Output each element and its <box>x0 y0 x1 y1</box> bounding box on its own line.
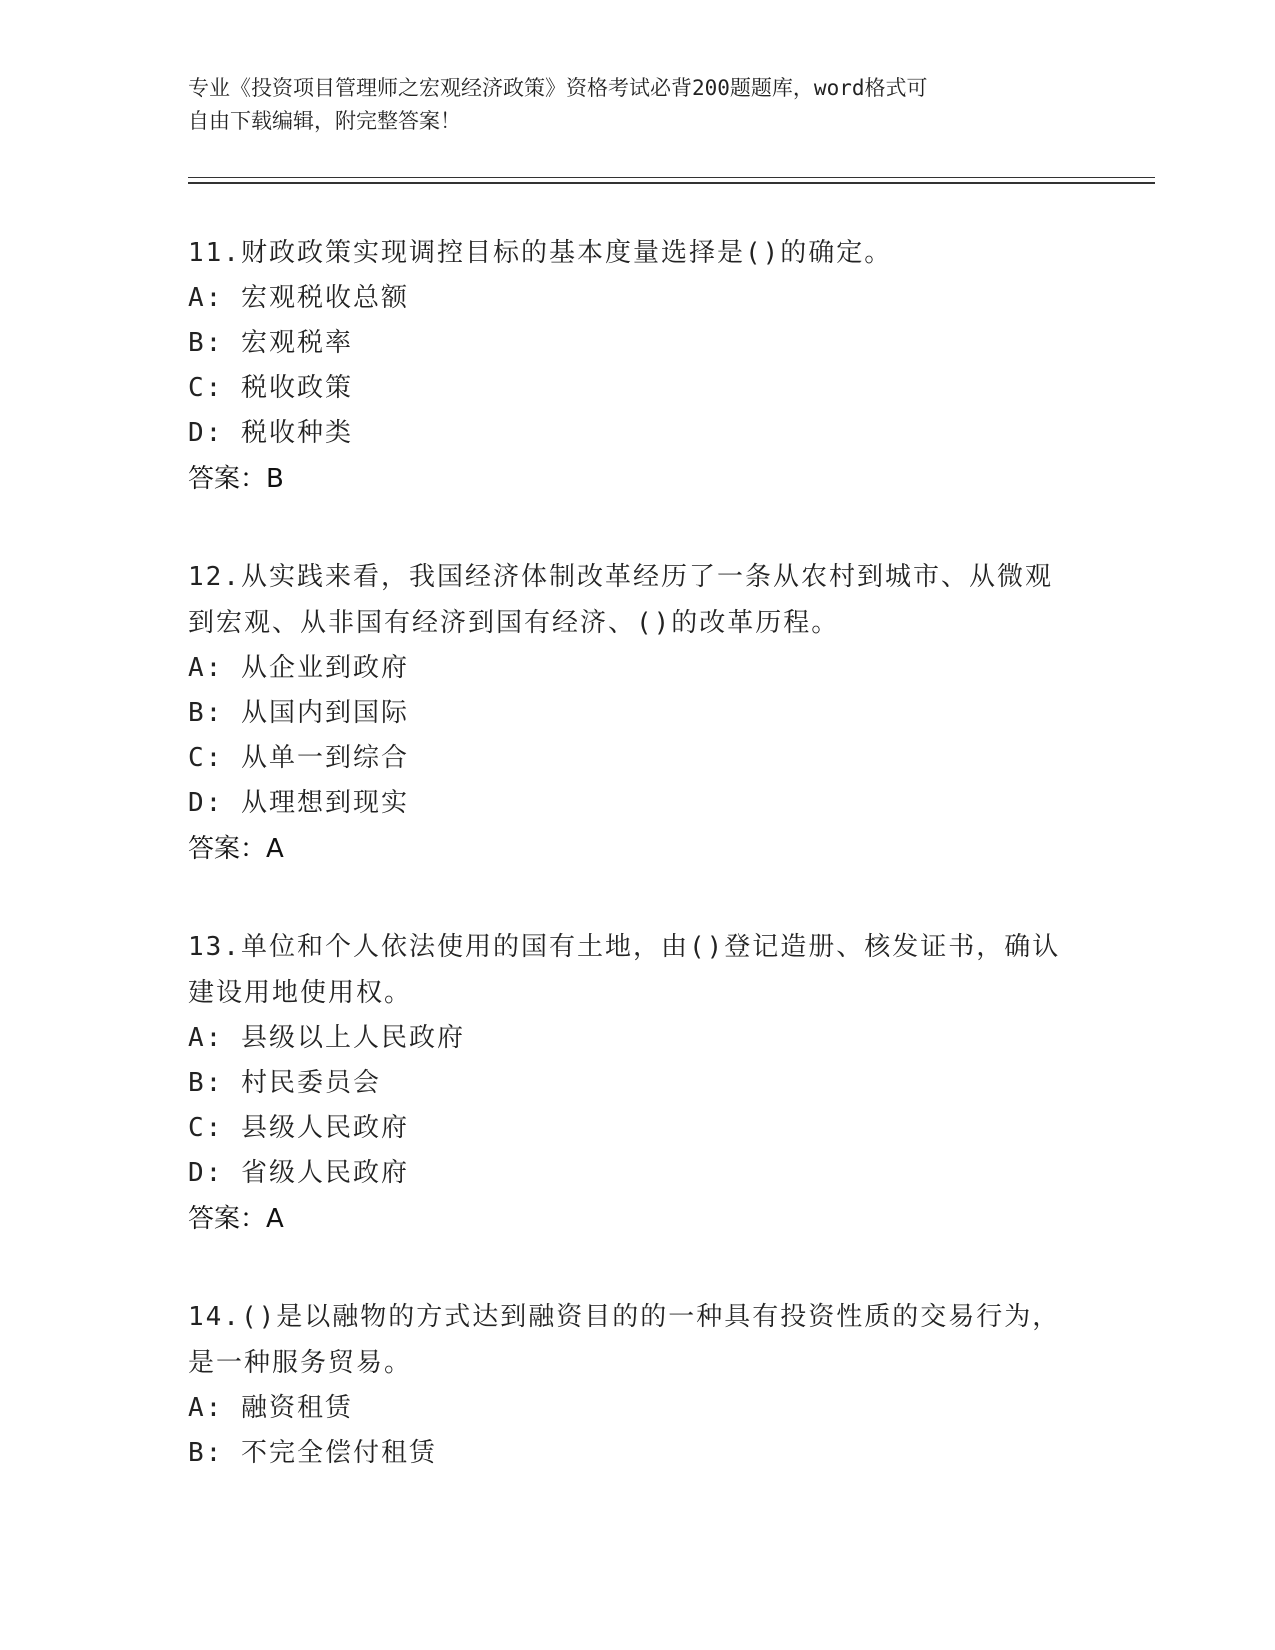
question-stem-line: 建设用地使用权。 <box>188 978 413 1008</box>
question-stem-line: 是一种服务贸易。 <box>188 1348 413 1378</box>
question-stem-line: 到宏观、从非国有经济到国有经济、()的改革历程。 <box>188 608 840 638</box>
question-stem <box>188 554 1078 646</box>
question-stem-line: 13.单位和个人依法使用的国有土地，由()登记造册、核发证书，确认 <box>188 932 1061 962</box>
answer-label: 答案：B <box>188 464 284 494</box>
question-12 <box>188 554 1078 872</box>
answer-label: 答案：A <box>188 834 284 864</box>
header-divider-thin <box>188 177 1155 178</box>
option-b: B: 宏观税率 <box>188 328 353 358</box>
question-stem-line: 11.财政政策实现调控目标的基本度量选择是()的确定。 <box>188 238 893 268</box>
document-header <box>188 72 1088 138</box>
option-d: D: 省级人民政府 <box>188 1158 409 1188</box>
question-stem-line: 14.()是以融物的方式达到融资目的的一种具有投资性质的交易行为， <box>188 1302 1061 1332</box>
answer-label: 答案：A <box>188 1204 284 1234</box>
question-stem <box>188 1294 1078 1386</box>
header-line-1: 专业《投资项目管理师之宏观经济政策》资格考试必背200题题库，word格式可 <box>188 76 928 100</box>
option-d: D: 从理想到现实 <box>188 788 409 818</box>
header-line-2: 自由下载编辑，附完整答案！ <box>188 109 461 133</box>
question-stem <box>188 924 1078 1016</box>
option-c: C: 从单一到综合 <box>188 743 409 773</box>
option-b: B: 村民委员会 <box>188 1068 381 1098</box>
question-14 <box>188 1294 1078 1476</box>
option-c: C: 税收政策 <box>188 373 353 403</box>
question-stem <box>188 230 1078 276</box>
question-list <box>188 230 1078 1528</box>
option-b: B: 从国内到国际 <box>188 698 409 728</box>
option-a: A: 县级以上人民政府 <box>188 1023 465 1053</box>
header-divider-thick <box>188 182 1155 184</box>
option-a: A: 从企业到政府 <box>188 653 409 683</box>
option-d: D: 税收种类 <box>188 418 353 448</box>
question-11 <box>188 230 1078 502</box>
option-b: B: 不完全偿付租赁 <box>188 1438 437 1468</box>
option-a: A: 融资租赁 <box>188 1393 353 1423</box>
question-13 <box>188 924 1078 1242</box>
option-a: A: 宏观税收总额 <box>188 283 409 313</box>
question-stem-line: 12.从实践来看，我国经济体制改革经历了一条从农村到城市、从微观 <box>188 562 1053 592</box>
option-c: C: 县级人民政府 <box>188 1113 409 1143</box>
